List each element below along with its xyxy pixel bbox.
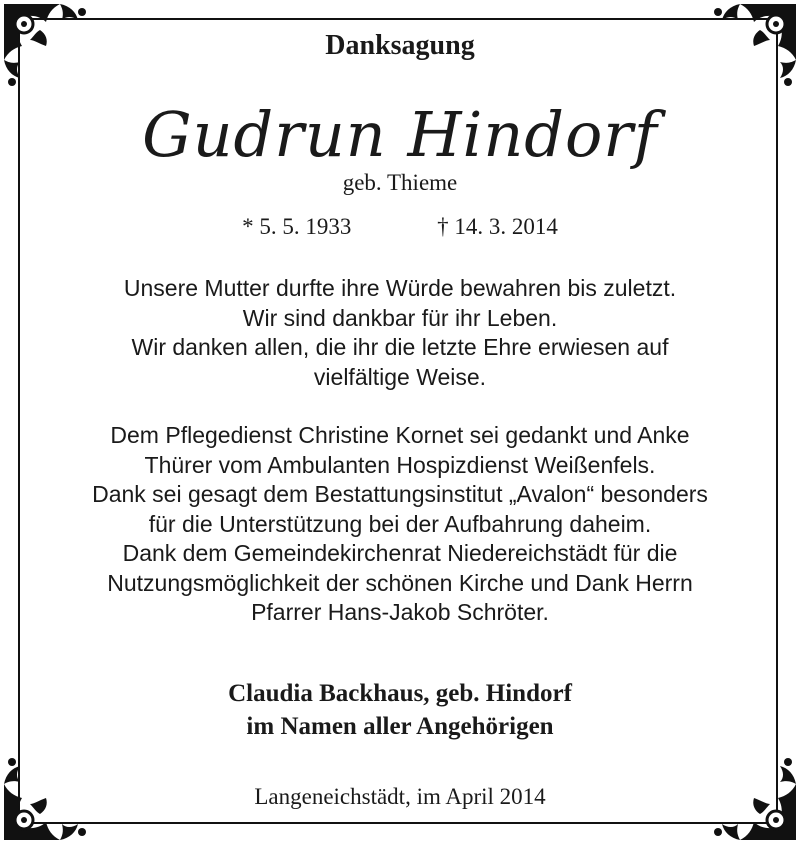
birth-date: * 5. 5. 1933 [242, 214, 352, 239]
death-date: † 14. 3. 2014 [437, 214, 558, 239]
gratitude-paragraph-2 [30, 421, 770, 628]
signature-name: Claudia Backhaus, geb. Hindorf [228, 680, 572, 707]
text-line: Unsere Mutter durfte ihre Würde bewahren bis zuletzt. [123, 275, 677, 301]
text-line: vielfältige Weise. [313, 363, 487, 390]
signature-block [0, 677, 800, 743]
life-dates [0, 214, 800, 240]
maiden-name: geb. Thieme [342, 170, 458, 195]
place-date: Langeneichstädt, im April 2014 [254, 784, 546, 809]
text-line: Thürer vom Ambulanten Hospizdienst Weißenfels. [144, 451, 656, 478]
text-line: Dank sei gesagt dem Bestattungsinstitut „Avalon“ besonders [92, 481, 708, 507]
text-line: Dem Pflegedienst Christine Kornet sei gedankt und Anke [110, 422, 690, 448]
text-line: Wir sind dankbar für ihr Leben. [242, 304, 558, 331]
deceased-name: Gudrun Hindorf [142, 98, 658, 171]
text-line: Wir danken allen, die ihr die letzte Ehre erwiesen auf [131, 334, 669, 360]
gratitude-paragraph-1 [30, 274, 770, 392]
text-line: Pfarrer Hans-Jakob Schröter. [251, 599, 549, 625]
text-line: Dank dem Gemeindekirchenrat Niedereichstädt für die [122, 540, 678, 566]
text-line: für die Unterstützung bei der Aufbahrung daheim. [148, 510, 652, 537]
notice-heading: Danksagung [325, 30, 475, 61]
text-line: Nutzungsmöglichkeit der schönen Kirche und Dank Herrn [107, 569, 693, 596]
signature-note: im Namen aller Angehörigen [246, 713, 554, 740]
